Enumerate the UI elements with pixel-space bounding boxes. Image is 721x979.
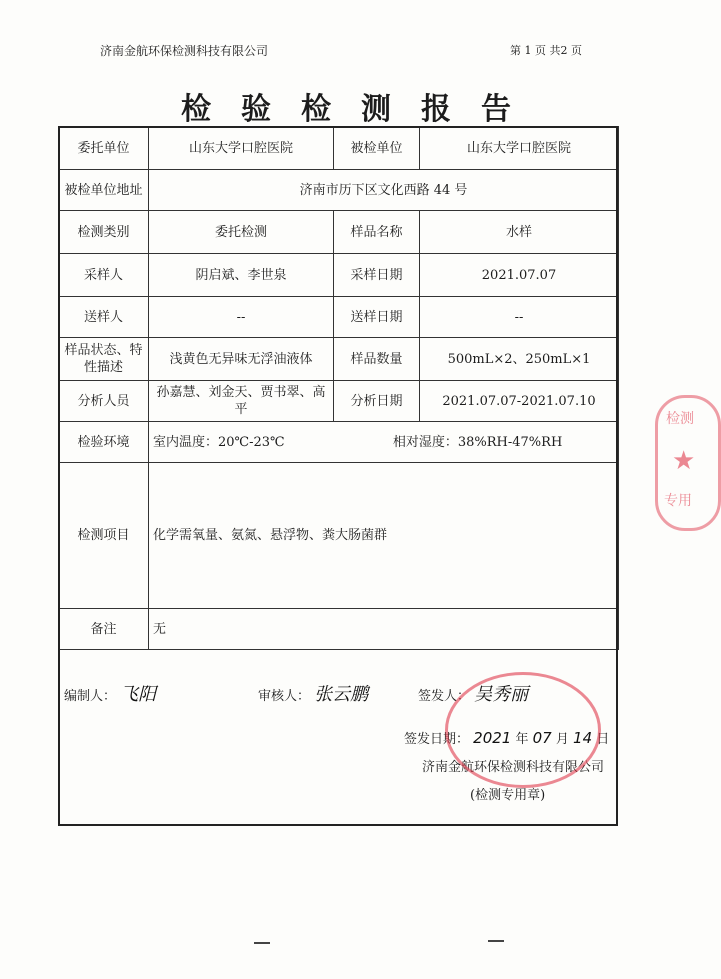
analysis-date-value: 2021.07.07-2021.07.10 (420, 381, 619, 422)
client-label: 委托单位 (59, 127, 149, 170)
issue-date-label: 签发日期： (404, 732, 470, 747)
reviewer-label: 审核人： (258, 689, 311, 704)
header-company: 济南金航环保检测科技有限公司 (100, 44, 269, 58)
env-temp: 室内温度：20℃-23℃ (153, 434, 285, 450)
analyst-label: 分析人员 (59, 381, 149, 422)
side-stamp-top: 检测 (666, 411, 694, 427)
binding-mark-right (488, 940, 504, 942)
sampling-date-label: 采样日期 (334, 254, 420, 297)
issue-year: 2021 (473, 729, 512, 747)
editor-signature: 飞阳 (120, 684, 157, 705)
sample-state-value: 浅黄色无异味无浮油液体 (149, 338, 334, 381)
sender-value: -- (149, 297, 334, 338)
client-value: 山东大学口腔医院 (149, 127, 334, 170)
sample-name-label: 样品名称 (334, 211, 420, 254)
page-info: 第 1 页 共2 页 (510, 44, 582, 57)
issue-month-unit: 月 (555, 732, 569, 747)
env-label: 检验环境 (59, 422, 149, 463)
stamp-note: (检测专用章) (470, 788, 546, 803)
side-seal-stamp (655, 395, 721, 531)
reviewer (258, 680, 368, 706)
signer-label: 签发人： (418, 689, 471, 704)
items-label: 检测项目 (59, 463, 149, 609)
reviewer-signature: 张云鹏 (314, 684, 369, 705)
signer-signature: 吴秀丽 (474, 684, 529, 705)
analysis-date-label: 分析日期 (334, 381, 420, 422)
address-value: 济南市历下区文化西路 44 号 (149, 170, 619, 211)
inspected-label: 被检单位 (334, 127, 420, 170)
sample-state-label: 样品状态、特性描述 (59, 338, 149, 381)
sender-label: 送样人 (59, 297, 149, 338)
binding-mark-left (254, 942, 270, 944)
issue-day-unit: 日 (596, 732, 610, 747)
test-type-value: 委托检测 (149, 211, 334, 254)
inspected-value: 山东大学口腔医院 (420, 127, 619, 170)
star-icon: ★ (672, 446, 696, 476)
items-value: 化学需氧量、氨氮、悬浮物、粪大肠菌群 (149, 463, 619, 609)
side-stamp-bottom: 专用 (664, 493, 692, 509)
send-date-label: 送样日期 (334, 297, 420, 338)
send-date-value: -- (420, 297, 619, 338)
sampling-date-value: 2021.07.07 (420, 254, 619, 297)
issue-year-unit: 年 (515, 732, 529, 747)
analyst-value: 孙嘉慧、刘金天、贾书翠、高平 (149, 381, 334, 422)
sample-qty-label: 样品数量 (334, 338, 420, 381)
editor (64, 680, 156, 706)
sample-qty-value: 500mL×2、250mL×1 (420, 338, 619, 381)
editor-label: 编制人： (64, 689, 117, 704)
sampler-label: 采样人 (59, 254, 149, 297)
address-label: 被检单位地址 (59, 170, 149, 211)
test-type-label: 检测类别 (59, 211, 149, 254)
report-title: 检验检测报告 (181, 92, 541, 127)
sampler-value: 阴启斌、李世泉 (149, 254, 334, 297)
footer-company: 济南金航环保检测科技有限公司 (422, 760, 605, 775)
remarks-label: 备注 (59, 609, 149, 650)
remarks-value: 无 (149, 609, 619, 650)
company-seal-stamp (445, 672, 601, 788)
issue-month: 07 (532, 729, 552, 747)
sample-name-value: 水样 (420, 211, 619, 254)
env-humidity: 相对湿度：38%RH-47%RH (392, 434, 563, 450)
issue-day: 14 (573, 729, 593, 747)
